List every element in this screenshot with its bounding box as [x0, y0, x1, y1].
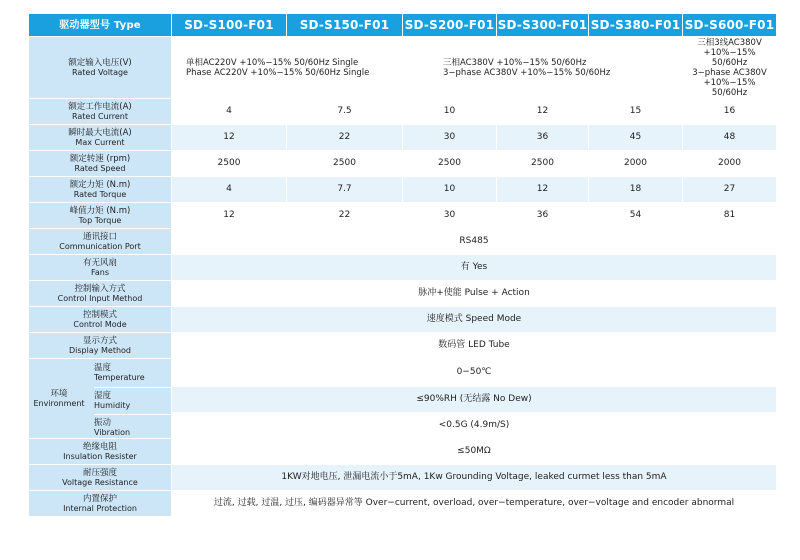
spec-value: 27 — [683, 177, 777, 203]
environment-overlay — [28, 359, 171, 439]
label-cn: 额定输入电压(V) — [68, 57, 132, 68]
spec-value: 10 — [403, 99, 497, 125]
voltage-line: 单相AC220V +10%−15% 50/60Hz Single — [186, 57, 359, 68]
model-label: 驱动器型号 Type — [29, 14, 172, 37]
spec-value: 2000 — [589, 151, 683, 177]
label-cn: 控制模式 — [82, 309, 117, 320]
label-cn: 湿度 — [94, 390, 112, 401]
spec-row — [29, 307, 777, 333]
row-label — [29, 333, 172, 359]
label-en: Rated Speed — [74, 163, 126, 173]
spec-row — [29, 439, 777, 465]
label-cn: 内置保护 — [82, 493, 117, 504]
row-label — [29, 177, 172, 203]
spec-row — [29, 491, 777, 517]
spec-value: 7.7 — [287, 177, 403, 203]
label-cn: 额定转速 (rpm) — [69, 153, 131, 164]
label-en: Humidity — [94, 400, 131, 410]
voltage-line: 3−phase AC380V +10%−15% 50/60Hz — [443, 67, 611, 78]
env-sub-temperature — [94, 359, 171, 388]
voltage-s600 — [683, 37, 777, 99]
label-en: Fans — [90, 267, 109, 277]
label-cn: 耐压强度 — [82, 467, 117, 478]
spec-value: 12 — [497, 177, 589, 203]
label-en: Top Torque — [78, 215, 122, 225]
spec-value: 16 — [683, 99, 777, 125]
spec-value: 2500 — [287, 151, 403, 177]
label-en: Rated Voltage — [72, 67, 128, 77]
label-cn: 通讯接口 — [82, 231, 117, 242]
spec-value: 有 Yes — [172, 255, 777, 281]
row-label — [29, 255, 172, 281]
label-cn: 显示方式 — [82, 335, 117, 346]
spec-value: 脉冲+使能 Pulse + Action — [172, 281, 777, 307]
label-en: Insulation Resister — [63, 451, 137, 461]
spec-value: ≤50MΩ — [172, 439, 777, 465]
spec-value: 7.5 — [287, 99, 403, 125]
spec-value: 36 — [497, 125, 589, 151]
label-cn: 瞬时最大电流(A) — [68, 127, 132, 138]
label-en: Internal Protection — [63, 503, 137, 513]
label-cn: 振动 — [94, 417, 112, 428]
spec-row — [29, 125, 777, 151]
spec-value: 18 — [589, 177, 683, 203]
spec-value: 10 — [403, 177, 497, 203]
spec-value: 15 — [589, 99, 683, 125]
spec-row — [29, 333, 777, 359]
voltage-line: +10%−15% — [703, 77, 756, 88]
row-label — [29, 203, 172, 229]
spec-value: 12 — [497, 99, 589, 125]
env-vibration-value: <0.5G (4.9m/S) — [172, 413, 777, 439]
voltage-line: 50/60Hz — [711, 87, 748, 98]
label-en: Environment — [33, 398, 85, 408]
spec-value: 2500 — [403, 151, 497, 177]
spec-row — [29, 99, 777, 125]
label-en: Temperature — [94, 372, 145, 382]
spec-row — [29, 177, 777, 203]
spec-value: 30 — [403, 125, 497, 151]
spec-value: 过流, 过载, 过温, 过压, 编码器异常等 Over−current, overload, over−temperature, over−voltage and encoder abnormal — [172, 491, 777, 517]
spec-value: RS485 — [172, 229, 777, 255]
model-s150: SD-S150-F01 — [287, 14, 403, 37]
row-label — [29, 151, 172, 177]
label-en: Control Input Method — [57, 293, 143, 303]
label-cn: 峰值力矩 (N.m) — [69, 205, 131, 216]
environment-main-label — [28, 359, 90, 439]
spec-row — [29, 255, 777, 281]
spec-value: 2500 — [497, 151, 589, 177]
spec-value: 36 — [497, 203, 589, 229]
label-en: Vibration — [94, 427, 131, 437]
spec-value: 22 — [287, 203, 403, 229]
spec-row — [29, 203, 777, 229]
spec-value: 30 — [403, 203, 497, 229]
merged-rows — [29, 229, 777, 359]
spec-value: 速度模式 Speed Mode — [172, 307, 777, 333]
spec-value: 22 — [287, 125, 403, 151]
row-label — [29, 281, 172, 307]
label-en: Display Method — [68, 345, 132, 355]
label-cn: 温度 — [94, 362, 112, 373]
spec-row — [29, 151, 777, 177]
spec-value: 4 — [172, 177, 287, 203]
label-cn: 额定工作电流(A) — [68, 101, 132, 112]
row-label — [29, 439, 172, 465]
env-sub-humidity — [94, 388, 171, 415]
label-cn: 绝缘电阻 — [82, 441, 117, 452]
label-en: Max Current — [75, 137, 125, 147]
row-label — [29, 307, 172, 333]
spec-value: 54 — [589, 203, 683, 229]
environment-sub-labels — [94, 359, 171, 441]
label-en: Control Mode — [73, 319, 127, 329]
spec-row — [29, 229, 777, 255]
spec-value: 1KW对地电压, 泄漏电流小于5mA, 1Kw Grounding Voltage, leaked curmet less than 5mA — [172, 465, 777, 491]
label-en: Voltage Resistance — [62, 477, 138, 487]
tail-rows — [29, 439, 777, 517]
voltage-line: 三相AC380V +10%−15% 50/60Hz — [443, 57, 587, 68]
label-cn: 有无风扇 — [82, 257, 117, 268]
model-s100: SD-S100-F01 — [172, 14, 287, 37]
row-label — [29, 229, 172, 255]
voltage-line: +10%−15% — [703, 47, 756, 58]
spec-table — [28, 13, 777, 517]
numeric-rows — [29, 99, 777, 229]
voltage-single-phase — [172, 37, 403, 99]
row-rated-voltage — [29, 37, 777, 99]
voltage-three-phase — [403, 37, 683, 99]
env-humidity-value: ≤90%RH (无结露 No Dew) — [172, 387, 777, 413]
spec-value: 4 — [172, 99, 287, 125]
row-label — [29, 491, 172, 517]
spec-value: 45 — [589, 125, 683, 151]
label-cn: 额定力矩 (N.m) — [69, 179, 131, 190]
spec-value: 12 — [172, 125, 287, 151]
rated-voltage-label — [29, 37, 172, 99]
label-en: Rated Torque — [73, 189, 127, 199]
model-s380: SD-S380-F01 — [589, 14, 683, 37]
env-temperature-value: 0−50℃ — [172, 359, 777, 387]
spec-value: 数码管 LED Tube — [172, 333, 777, 359]
label-en: Rated Current — [71, 111, 128, 121]
spec-value: 48 — [683, 125, 777, 151]
row-label — [29, 465, 172, 491]
spec-value: 2000 — [683, 151, 777, 177]
row-label — [29, 99, 172, 125]
label-cn: 控制输入方式 — [74, 283, 126, 294]
model-s300: SD-S300-F01 — [497, 14, 589, 37]
model-s200: SD-S200-F01 — [403, 14, 497, 37]
spec-sheet — [28, 13, 776, 517]
label-cn: 环境 — [50, 388, 68, 399]
spec-row — [29, 281, 777, 307]
voltage-line: 50/60Hz — [711, 57, 748, 68]
header-row — [29, 14, 777, 37]
spec-value: 12 — [172, 203, 287, 229]
model-s600: SD-S600-F01 — [683, 14, 777, 37]
spec-value: 81 — [683, 203, 777, 229]
label-en: Communication Port — [59, 241, 141, 251]
voltage-line: Phase AC220V +10%−15% 50/60Hz Single — [186, 67, 370, 78]
row-label — [29, 125, 172, 151]
env-sub-vibration — [94, 415, 171, 441]
spec-value: 2500 — [172, 151, 287, 177]
spec-row — [29, 465, 777, 491]
voltage-line: 三相3线AC380V — [697, 37, 762, 48]
voltage-line: 3−phase AC380V — [692, 67, 767, 78]
